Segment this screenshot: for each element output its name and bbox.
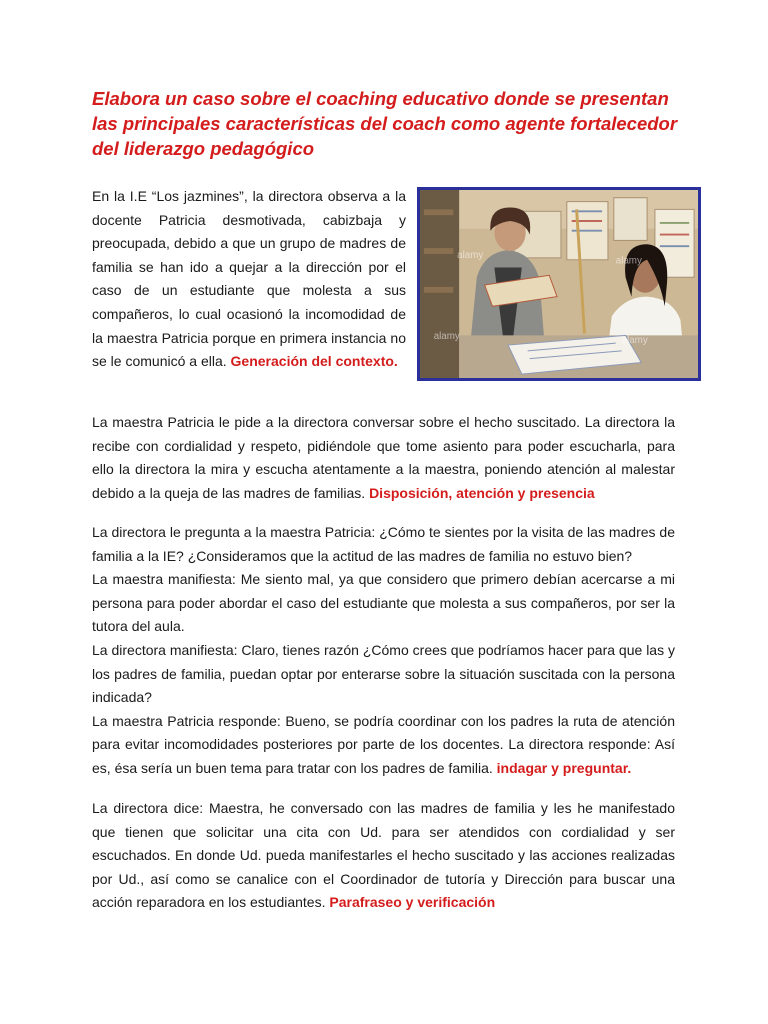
photo-watermark-4: alamy	[621, 335, 648, 347]
classroom-photo-illustration	[420, 190, 698, 378]
intro-tag: Generación del contexto.	[230, 353, 398, 370]
paragraph-3-tag: Parafraseo y verificación	[329, 894, 496, 911]
paragraph-1	[92, 411, 675, 505]
intro-paragraph	[92, 185, 406, 374]
title-line-2: las principales características del coach como agente fortalecedor	[92, 113, 678, 134]
paragraph-2	[92, 521, 675, 781]
paragraph-3-text: La directora dice: Maestra, he conversado con las madres de familia y les he manifestado que tienen que solicitar una cita con Ud. para ser atendidos con cordialidad y ser escuchados. En donde Ud. pueda manifestarles el hecho suscitado y las acciones realizadas por Ud., así como se canalice con el Coordinador de tutoría y Dirección para buscar una acción reparadora en los estudiantes.	[92, 800, 675, 911]
dialogue-line-4	[92, 710, 675, 781]
paragraph-3	[92, 797, 675, 915]
photo-watermark-3: alamy	[433, 331, 460, 343]
title-line-1: Elabora un caso sobre el coaching educativo donde se presentan	[92, 88, 669, 109]
intro-text: En la I.E “Los jazmines”, la directora observa a la docente Patricia desmotivada, cabizbaja y preocupada, debido a que un grupo de madres de familia se han ido a quejar a la dirección por el caso de un estudiante que molesta a sus compañeros, lo cual ocasionó la incomodidad de la maestra Patricia porque en primera instancia no se le comunicó a ella.	[92, 188, 406, 370]
dialogue-line-4-text: La maestra Patricia responde: Bueno, se podría coordinar con los padres la ruta de atención para evitar incomodidades posteriores por parte de los docentes. La directora responde: Así es, ésa sería un buen tema para tratar con los padres de familia.	[92, 712, 675, 776]
dialogue-line-1: La directora le pregunta a la maestra Patricia: ¿Cómo te sientes por la visita de las madres de familia a la IE? ¿Consideramos que la actitud de las madres de familia no estuvo bien?	[92, 524, 675, 564]
photo-watermark-2: alamy	[457, 249, 484, 261]
paragraph-1-tag: Disposición, atención y presencia	[369, 484, 595, 501]
photo-watermark: alamy	[615, 255, 642, 267]
dialogue-line-3: La directora manifiesta: Claro, tienes razón ¿Cómo crees que podríamos hacer para que las y los padres de familia, puedan optar por enterarse sobre la situación suscitada con la persona indicada?	[92, 641, 675, 706]
paragraph-2-tag: indagar y preguntar.	[496, 759, 632, 776]
document-title	[92, 86, 678, 161]
dialogue-line-2: La maestra manifiesta: Me siento mal, ya que considero que primero debían acercarse a mi persona para poder abordar el caso del estudiante que molesta a sus compañeros, por ser la tutora del aula.	[92, 571, 675, 635]
classroom-photo	[417, 187, 701, 381]
paragraph-1-text: La maestra Patricia le pide a la directora conversar sobre el hecho suscitado. La directora la recibe con cordialidad y respeto, pidiéndole que tome asiento para poder escucharla, para ello la directora la mira y escucha atentamente a la maestra, poniendo atención al malestar debido a la queja de las madres de familias.	[92, 414, 675, 501]
title-line-3: del liderazgo pedagógico	[92, 138, 315, 159]
